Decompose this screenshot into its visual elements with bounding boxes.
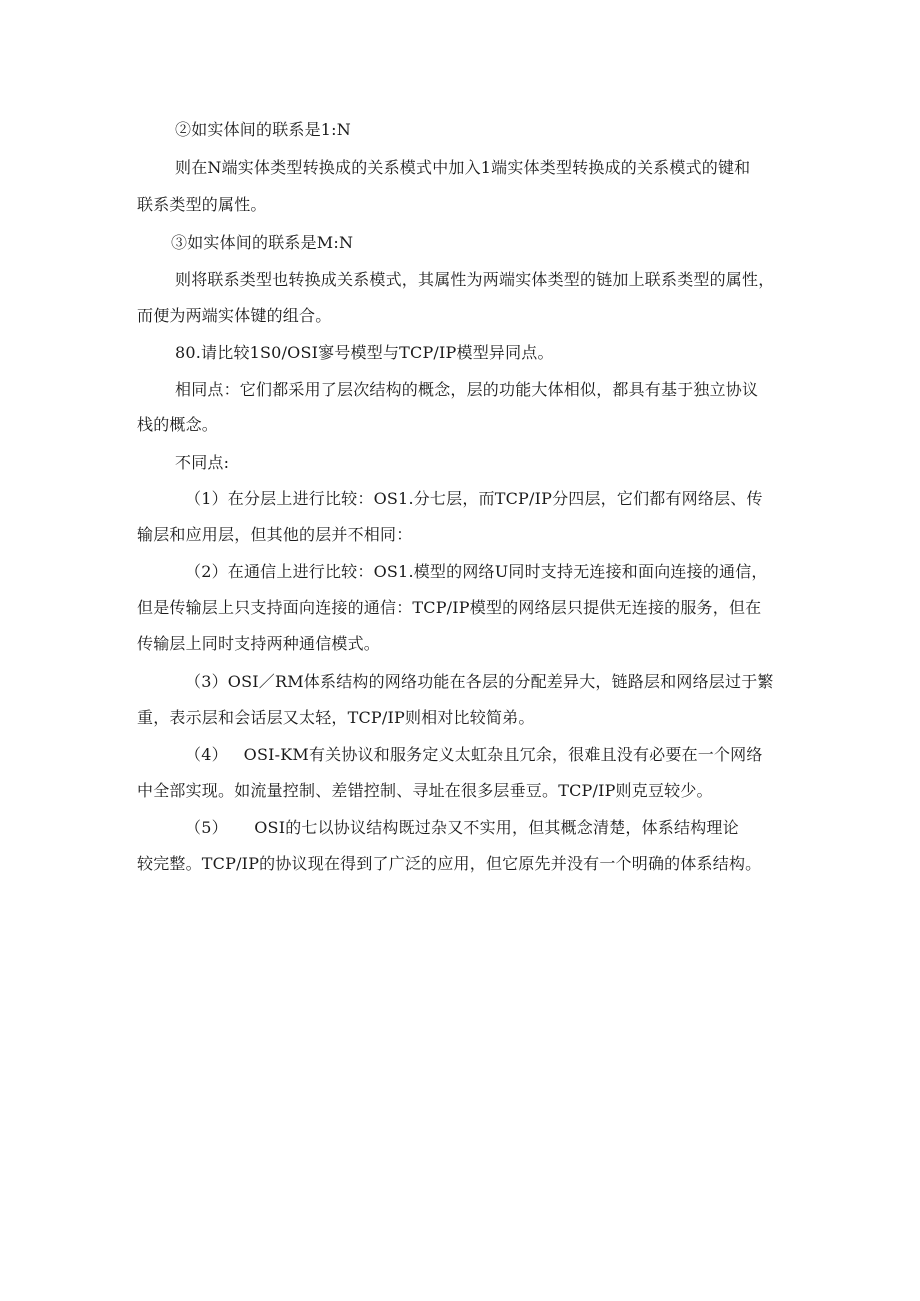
text-line: 重，表示层和会话层又太轻，TCP/IP则相对比较简弟。 (137, 708, 535, 727)
text-line: 但是传输层上只支持面向连接的通信：TCP/IP模型的网络层只提供无连接的服务，但在 (137, 598, 762, 617)
list-item: （1）在分层上进行比较：OS1.分七层，而TCP/IP分四层，它们都有网络层、传 (185, 489, 763, 508)
text-line: 相同点：它们都采用了层次结构的概念，层的功能大体相似，都具有基于独立协议 (175, 380, 759, 399)
text-line: 输层和应用层，但其他的层并不相同： (137, 525, 413, 544)
text-line: 则将联系类型也转换成关系模式，其属性为两端实体类型的链加上联系类型的属性， (175, 270, 775, 289)
text-line: 则在N端实体类型转换成的关系模式中加入1端实体类型转换成的关系模式的键和 (175, 158, 751, 177)
text-line: ③如实体间的联系是M:N (171, 233, 354, 252)
text-line: 传输层上同时支持两种通信模式。 (137, 634, 381, 653)
text-line: 不同点: (175, 453, 230, 472)
list-item: （2）在通信上进行比较：OS1.模型的网络U同时支持无连接和面向连接的通信， (185, 562, 768, 581)
text-line: ②如实体间的联系是1:N (175, 120, 351, 139)
text-line: 较完整。TCP/IP的协议现在得到了广泛的应用，但它原先并没有一个明确的体系结构。 (137, 854, 762, 873)
text-line: 栈的概念。 (137, 415, 219, 434)
question-heading: 80.请比较1S0/OSI寥号模型与TCP/IP模型异同点。 (175, 343, 554, 362)
list-item: （5） OSI的七以协议结构既过杂又不实用，但其概念清楚，体系结构理论 (185, 818, 739, 837)
list-item: （3）OSI／RM体系结构的网络功能在各层的分配差异大，链路层和网络层过于繁 (185, 672, 774, 691)
text-line: 联系类型的属性。 (137, 195, 267, 214)
text-line: 而便为两端实体键的组合。 (137, 306, 332, 325)
text-line: 中全部实现。如流量控制、差错控制、寻址在很多层垂豆。TCP/IP则克豆较少。 (137, 781, 713, 800)
list-item: （4） OSI-KM有关协议和服务定义太虹杂且冗余，很难且没有必要在一个网络 (185, 745, 763, 764)
